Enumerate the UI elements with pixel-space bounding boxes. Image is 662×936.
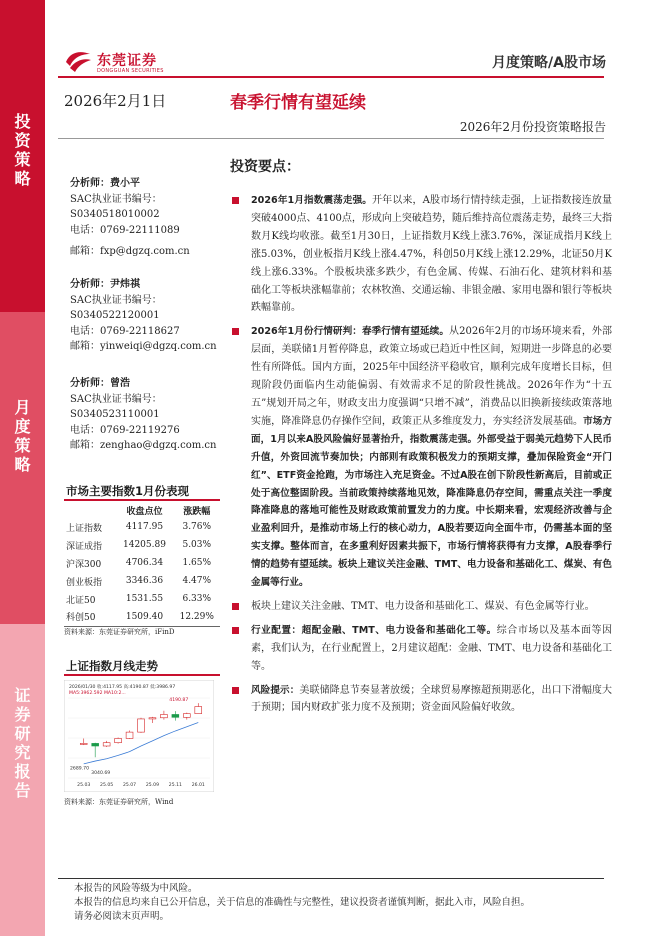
- company-logo: [64, 46, 184, 80]
- bullet-square-icon: [232, 328, 239, 335]
- index-name: 创业板指: [66, 577, 103, 588]
- chart-annotation-high: 4190.87: [169, 698, 189, 704]
- table-header-cell: 涨跌幅: [183, 506, 211, 517]
- sidebar-section-research: [0, 624, 45, 936]
- analyst-cert-label: SAC执业证书编号：: [70, 294, 162, 306]
- sidebar-char: 究: [14, 743, 31, 762]
- index-close: 4117.95: [125, 522, 164, 532]
- key-point-lead: 风险提示：: [251, 684, 300, 696]
- key-point-text: 从2026年2月的市场环境来看，外部层面，美联储1月暂停降息，政策立场或已趋近中性区间，短期进一步降息的必要性有所降低。国内方面，2025年中国经济平稳收官，顺利完成年度增长目标，但现阶段仍面临内生动能偏弱、有效需求不足的阶段性挑战。2026年作为“十五五”规划开局之年，财政支出力度强调“只增不减”，消费品以旧换新接续政策落地实施，降准降息仍存操作空间，政策正从多维度发力，夯实经济发展基础。: [251, 326, 612, 427]
- analyst-card: [70, 277, 217, 355]
- disclaimer: [74, 882, 530, 924]
- table-row: [64, 590, 220, 608]
- header-category: 月度策略/A股市场: [492, 55, 606, 71]
- table-row: [64, 572, 220, 590]
- sidebar-section-monthly: [0, 312, 45, 624]
- sidebar-char: 月: [14, 398, 31, 417]
- chart-candle: [103, 743, 110, 746]
- sidebar-section-strategy: [0, 0, 45, 312]
- sidebar-char: 券: [14, 705, 31, 724]
- section-title: 投资要点：: [230, 159, 300, 175]
- header-divider: [58, 76, 604, 78]
- chart-candle: [115, 738, 122, 742]
- report-date: 2026年2月1日: [64, 92, 167, 110]
- chart-x-tick: 25.03: [77, 783, 91, 788]
- key-point: [232, 682, 612, 718]
- sidebar-char: 策: [14, 150, 31, 169]
- chart-candle: [195, 707, 202, 714]
- table-header-cell: 收盘点位: [126, 506, 163, 517]
- sidebar-char: 证: [14, 686, 31, 705]
- index-name: 北证50: [66, 595, 96, 606]
- index-change: 3.76%: [182, 522, 212, 532]
- index-close: 1531.55: [125, 594, 164, 604]
- chart-ma-text: MA5:3962.592 MA10:2...: [69, 691, 126, 696]
- key-point: [232, 192, 612, 317]
- chart-title: 上证指数月线走势: [64, 658, 220, 676]
- analyst-phone: 电话：0769-22118627: [70, 325, 180, 337]
- chart-candle: [92, 743, 99, 746]
- index-name: 沪深300: [66, 559, 102, 570]
- sidebar-char: 策: [14, 436, 31, 455]
- index-change: 4.47%: [182, 576, 212, 586]
- key-point: [232, 598, 612, 616]
- chart-annotation-low: 2689.70: [70, 766, 89, 772]
- key-point-lead: 2026年1月指数震荡走强。: [251, 195, 373, 206]
- disclaimer-line: 本报告的信息均来自已公开信息，关于信息的准确性与完整性，建议投资者谨慎判断，据此入市，风险自担。: [74, 897, 531, 908]
- key-point-text: 开年以来，A股市场行情持续走强，上证指数接连放量突破4000点、4100点，形成向上突破趋势，随后维持高位震荡走势，最终三大指数月K线均收涨。截至1月30日，上证指数月K线上涨3.76%，深证成指月K线上涨5.03%，创业板指月K线上涨4.47%，科创50月K线上涨12.29%，北证50月K线上涨6.33%。个股板块涨多跌少，有色金属、传媒、石油石化、建筑材料和基础化工等板块涨幅靠前；农林牧渔、交通运输、非银金融、家用电器和银行等板块跌幅靠前。: [251, 195, 612, 314]
- index-name: 科创50: [64, 608, 115, 626]
- chart-candle: [80, 743, 87, 744]
- chart-x-tick: 25.11: [168, 783, 182, 788]
- table-row: [64, 536, 220, 554]
- disclaimer-line: 本报告的风险等级为中风险。: [74, 883, 198, 894]
- sidebar-char: 度: [14, 417, 31, 436]
- bullet-square-icon: [232, 603, 239, 610]
- chart-svg: [64, 680, 214, 792]
- index-close: 3346.36: [125, 576, 164, 586]
- chart-info-text: 2026/01/30 收:4117.95 高:4190.87 低:3986.97: [69, 685, 176, 690]
- index-change: 12.29%: [174, 608, 220, 626]
- key-point-text: 美联储降息节奏显著放缓；全球贸易摩擦超预期恶化，出口下滑幅度大于预期；国内财政扩张力度不及预期；资金面风险偏好收敛。: [251, 684, 613, 714]
- logo-text-en: DONGGUAN SECURITIES: [97, 68, 164, 74]
- table-row: [64, 518, 220, 536]
- index-close: 14205.89: [123, 540, 166, 550]
- key-point-text: 综合市场以及基本面等因素，我们认为，在行业配置上，2月建议超配：金融、TMT、电力设备和基础化工等。: [251, 624, 613, 672]
- bullet-square-icon: [232, 687, 239, 694]
- table-source: 资料来源：东莞证券研究所，iFinD: [64, 628, 175, 636]
- analyst-cert-label: SAC执业证书编号：: [70, 193, 162, 205]
- title-divider: [58, 138, 604, 139]
- index-name: 深证成指: [66, 541, 103, 552]
- index-change: 1.65%: [182, 558, 212, 568]
- chart-annotation-low: 3040.69: [91, 771, 111, 776]
- analyst-cert: S0340523110001: [70, 409, 160, 420]
- table-row: [64, 554, 220, 572]
- sidebar-char: 研: [14, 724, 31, 743]
- bullet-square-icon: [232, 197, 239, 204]
- table-header-cell: [64, 502, 115, 518]
- sidebar-char: 告: [14, 781, 31, 800]
- market-table-title: 市场主要指数1月份表现: [64, 483, 220, 501]
- analyst-email[interactable]: 邮箱：fxp@dgzq.com.cn: [70, 246, 190, 257]
- candlestick-chart: [64, 680, 214, 792]
- chart-candle: [138, 719, 145, 732]
- index-change: 6.33%: [182, 594, 212, 604]
- key-point-lead-2: 市场方面，1月以来A股风险偏好显著抬升，指数震荡走强。外部受益于弱美元趋势下人民币升值，外资回流节奏加快；内部则有政策积极发力的预期支撑，叠加保险资金“开门红”、ETF资金抢跑，为市场注入充足资金。不过A股在创下阶段性新高后，目前或正处于高位整固阶段。当前政策持续落地见效，降准降息仍存空间，需重点关注一季度降准降息的落地可能性及财政政策前置发力的力度。中长期来看，宏观经济改善与企业盈利回升，是推动市场上行的核心动力，A股若要迈向全面牛市，仍需基本面的坚实支撑。整体而言，在多重利好因素共振下，市场行情将获得有力支撑，A股春季行情的趋势有望延续。板块上建议关注金融、TMT、电力设备和基础化工、煤炭、有色金属等行业。: [251, 415, 613, 589]
- market-index-table: [64, 502, 220, 627]
- table-row: [64, 608, 220, 626]
- left-sidebar: [0, 0, 45, 936]
- analyst-name: 分析师：曾浩: [70, 378, 130, 389]
- chart-candle: [149, 718, 156, 719]
- key-point-text: 板块上建议关注金融、TMT、电力设备和基础化工、煤炭、有色金属等行业。: [251, 600, 595, 612]
- chart-x-tick: 25.05: [100, 783, 114, 788]
- logo-mark-icon: [64, 48, 92, 74]
- analyst-email[interactable]: 邮箱：zenghao@dgzq.com.cn: [70, 440, 217, 451]
- sidebar-char: 资: [14, 131, 31, 150]
- index-name: 上证指数: [66, 523, 103, 534]
- key-point-lead: 2026年1月份行情研判：春季行情有望延续。: [251, 326, 450, 338]
- footer-divider: [58, 878, 604, 879]
- analyst-cert: S0340522120001: [70, 310, 160, 321]
- bullet-square-icon: [232, 627, 239, 634]
- chart-x-tick: 25.07: [122, 783, 137, 788]
- chart-x-tick: 26.01: [191, 783, 205, 788]
- chart-candle: [183, 714, 190, 718]
- key-point: [232, 323, 612, 592]
- sidebar-char: 投: [14, 112, 31, 131]
- disclaimer-line: 请务必阅读末页声明。: [74, 911, 170, 922]
- chart-source: 资料来源：东莞证券研究所，Wind: [64, 798, 174, 806]
- index-change: 5.03%: [182, 540, 212, 550]
- analyst-email[interactable]: 邮箱：yinweiqi@dgzq.com.cn: [70, 341, 217, 352]
- chart-candle: [126, 732, 133, 738]
- key-point-lead: 行业配置：超配金融、TMT、电力设备和基础化工等。: [251, 624, 497, 636]
- analyst-card: [70, 376, 216, 454]
- analyst-phone: 电话：0769-22119276: [70, 424, 180, 436]
- sidebar-char: 报: [14, 762, 31, 781]
- analyst-cert: S0340518010002: [70, 209, 160, 220]
- table-header-row: [64, 502, 220, 518]
- analyst-name: 分析师：尹炜祺: [70, 279, 140, 290]
- analyst-name: 分析师：费小平: [70, 178, 140, 189]
- sidebar-char: 略: [14, 169, 31, 188]
- logo-text-cn: 东莞证券: [97, 53, 157, 69]
- key-point: [232, 622, 612, 676]
- index-close: 4706.34: [125, 558, 164, 568]
- chart-x-tick: 25.09: [145, 783, 160, 788]
- key-points: [232, 192, 612, 723]
- report-subtitle: 2026年2月份投资策略报告: [459, 120, 606, 134]
- analyst-card: [70, 176, 190, 260]
- analyst-cert-label: SAC执业证书编号：: [70, 393, 162, 405]
- analyst-phone: 电话：0769-22111089: [70, 224, 180, 236]
- chart-candle: [172, 714, 179, 717]
- page-title: 春季行情有望延续: [230, 93, 366, 113]
- index-close: 1509.40: [115, 608, 173, 626]
- sidebar-char: 略: [14, 455, 31, 474]
- chart-candle: [160, 714, 167, 717]
